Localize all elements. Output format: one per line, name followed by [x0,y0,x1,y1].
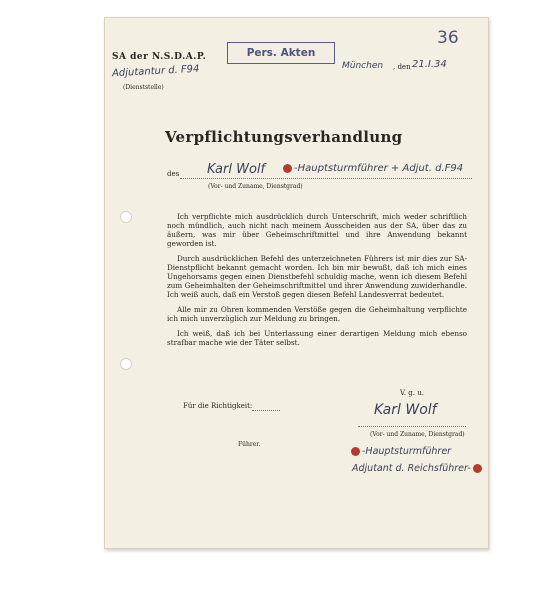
vgu-label: V. g. u. [400,389,424,397]
correctness-dotted-line [252,410,280,411]
red-rune-mark-2 [351,447,360,456]
paragraph-4: Ich weiß, daß ich bei Unterlassung einer derartigen Meldung mich ebenso strafbar mache wie der Täter selbst. [167,329,467,347]
paragraph-3: Alle mir zu Ohren kommenden Verstöße gegen die Geheimhaltung verpflichte ich mich unverzüglich zur Meldung zu bringen. [167,305,467,323]
punch-hole-top [120,211,132,223]
place-handwritten: München [342,61,384,71]
person-caption: (Vor- und Zuname, Dienstgrad) [208,183,303,190]
declaration-text [167,212,467,353]
rank-line-1-handwritten [351,446,451,457]
date-handwritten: 21.I.34 [412,59,447,70]
unit-handwritten: Adjutantur d. F94 [111,63,200,80]
page-number: 36 [437,28,459,48]
red-rune-mark-3 [473,464,482,473]
unit-caption: (Dienststelle) [123,84,164,91]
rank-line-2-text: Adjutant d. Reichsführer- [352,463,471,474]
date-prefix: , den [393,63,411,71]
document-title: Verpflichtungsverhandlung [165,128,403,146]
paragraph-1: Ich verpflichte mich ausdrücklich durch Unterschrift, mich weder schriftlich noch mündlich, auch nicht nach meinem Ausscheiden aus der SA, über das zu äußern, was mir über Geheimschriftmittel und ihre Anwendung bekannt geworden ist. [167,212,467,248]
correctness-label: Für die Richtigkeit: [183,402,253,410]
pers-akten-stamp: Pers. Akten [227,42,335,64]
red-rune-mark [283,164,292,173]
person-dotted-line [180,178,472,179]
rank-text: -Hauptsturmführer + Adjut. d.F94 [294,163,464,174]
des-label: des [167,170,180,178]
person-name-handwritten: Karl Wolf [207,162,266,177]
rank-line-1-text: -Hauptsturmführer [362,446,452,457]
person-rank-handwritten [283,163,463,174]
fuehrer-label: Führer. [238,441,261,448]
signature-dotted-line [358,426,466,427]
rank-line-2-handwritten [352,463,484,474]
punch-hole-bottom [120,358,132,370]
paragraph-2: Durch ausdrücklichen Befehl des unterzeichneten Führers ist mir dies zur SA-Dienstpflicht bekannt gemacht worden. Ich bin mir bewußt, daß ich mich eines Ungehorsams gegen einen Dienstbefehl schuldig mache, wenn ich diesem Befehl zum Geheimhalten der Geheimschriftmittel und ihrer Anwendung zuwiderhandle. Ich weiß auch, daß ein Verstoß gegen diesen Befehl Landesverrat bedeutet. [167,254,467,299]
signature-handwritten: Karl Wolf [374,402,437,418]
org-name: SA der N.S.D.A.P. [112,52,207,62]
signature-caption: (Vor- und Zuname, Dienstgrad) [370,431,465,438]
